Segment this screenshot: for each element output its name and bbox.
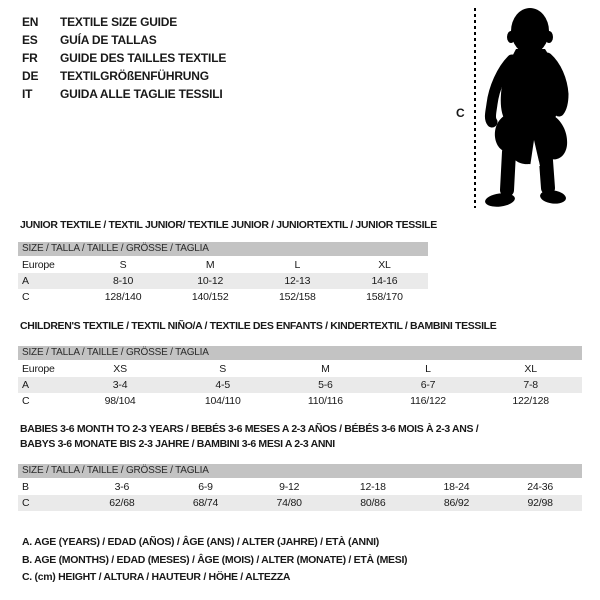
column-header: S <box>119 259 127 271</box>
cell-value: 10-12 <box>167 273 254 289</box>
row-label: A <box>18 377 69 393</box>
babies-size-table <box>18 479 582 511</box>
language-list <box>22 13 226 103</box>
junior-size-bar: SIZE / TALLA / TAILLE / GRÖSSE / TAGLIA <box>18 242 428 256</box>
cell-value: 8-10 <box>80 273 167 289</box>
language-title: TEXTILGRÖßENFÜHRUNG <box>60 69 209 83</box>
cell-value: 152/158 <box>279 291 316 303</box>
height-measure-label: C <box>456 106 465 120</box>
junior-table-title: JUNIOR TEXTILE / TEXTIL JUNIOR/ TEXTILE JUNIOR / JUNIORTEXTIL / JUNIOR TESSILE <box>20 219 437 231</box>
cell-value: 18-24 <box>443 481 470 493</box>
junior-size-table <box>18 257 428 305</box>
cell-value: 62/68 <box>80 495 164 511</box>
cell-value: 7-8 <box>479 377 582 393</box>
cell-value: 6-7 <box>377 377 480 393</box>
footnote-legend <box>22 534 407 587</box>
table-row <box>18 289 428 305</box>
cell-value: 6-9 <box>198 481 213 493</box>
language-row-es <box>22 31 226 49</box>
column-header: XS <box>113 363 127 375</box>
column-header: M <box>205 259 215 271</box>
row-label: B <box>22 481 29 493</box>
cell-value: 116/122 <box>410 395 446 407</box>
table-row <box>18 377 582 393</box>
row-label: A <box>18 273 80 289</box>
row-label: C <box>22 395 30 407</box>
language-row-de <box>22 67 226 85</box>
table-row <box>18 479 582 495</box>
cell-value: 9-12 <box>279 481 300 493</box>
cell-value: 104/110 <box>204 395 241 407</box>
cell-value: 140/152 <box>191 291 229 303</box>
language-row-fr <box>22 49 226 67</box>
cell-value: 12-18 <box>359 481 386 493</box>
language-title: GUIDA ALLE TAGLIE TESSILI <box>60 87 223 101</box>
babies-table-title <box>20 422 478 452</box>
language-code: IT <box>22 87 33 101</box>
babies-size-bar: SIZE / TALLA / TAILLE / GRÖSSE / TAGLIA <box>18 464 582 478</box>
cell-value: 12-13 <box>254 273 341 289</box>
column-header: XL <box>524 363 537 375</box>
language-code: ES <box>22 33 38 47</box>
cell-value: 24-36 <box>527 481 554 493</box>
table-row <box>18 393 582 409</box>
footnote-a: A. AGE (YEARS) / EDAD (AÑOS) / ÂGE (ANS) / ALTER (JAHRE) / ETÀ (ANNI) <box>22 536 379 548</box>
cell-value: 14-16 <box>341 273 428 289</box>
footnote-b: B. AGE (MONTHS) / EDAD (MESES) / ÂGE (MOIS) / ALTER (MONATE) / ETÀ (MESI) <box>22 553 408 566</box>
cell-value: 3-6 <box>114 481 130 493</box>
cell-value: 74/80 <box>247 495 331 511</box>
cell-value: 4-5 <box>171 377 274 393</box>
cell-value: 80/86 <box>331 495 415 511</box>
cell-value: 92/98 <box>498 495 582 511</box>
language-title: TEXTILE SIZE GUIDE <box>60 15 178 29</box>
cell-value: 158/170 <box>366 291 403 303</box>
row-header: Europe <box>22 363 55 375</box>
cell-value: 110/116 <box>307 395 343 407</box>
column-header: M <box>321 363 330 375</box>
row-label: C <box>22 291 30 303</box>
language-row-it <box>22 85 226 103</box>
cell-value: 122/128 <box>512 395 549 407</box>
column-header: L <box>294 259 301 271</box>
baby-silhouette-icon <box>483 4 595 214</box>
height-measure-dotted-line <box>474 8 476 208</box>
language-row-en <box>22 13 226 31</box>
babies-title-line2: BABYS 3-6 MONATE BIS 2-3 JAHRE / BAMBINI 3-6 MESI A 2-3 ANNI <box>20 438 335 450</box>
row-header: Europe <box>22 259 55 271</box>
table-row <box>18 495 582 511</box>
column-header: XL <box>378 259 391 271</box>
cell-value: 86/92 <box>415 495 499 511</box>
table-row <box>18 273 428 289</box>
language-code: FR <box>22 51 38 65</box>
cell-value: 128/140 <box>104 291 142 303</box>
table-header-row <box>18 361 582 377</box>
babies-title-line1: BABIES 3-6 MONTH TO 2-3 YEARS / BEBÉS 3-6 MESES A 2-3 AÑOS / BÉBÉS 3-6 MOIS À 2-3 ANS / <box>20 423 479 435</box>
column-header: L <box>425 363 431 375</box>
cell-value: 3-4 <box>69 377 172 393</box>
children-size-bar: SIZE / TALLA / TAILLE / GRÖSSE / TAGLIA <box>18 346 582 360</box>
language-title: GUIDE DES TAILLES TEXTILE <box>60 51 227 65</box>
language-title: GUÍA DE TALLAS <box>60 33 157 47</box>
column-header: S <box>219 363 227 375</box>
cell-value: 68/74 <box>164 495 248 511</box>
cell-value: 5-6 <box>274 377 377 393</box>
language-code: EN <box>22 15 39 29</box>
footnote-c: C. (cm) HEIGHT / ALTURA / HAUTEUR / HÖHE / ALTEZZA <box>22 571 291 583</box>
row-label: C <box>18 495 80 511</box>
table-header-row <box>18 257 428 273</box>
children-size-table <box>18 361 582 409</box>
language-code: DE <box>22 69 39 83</box>
cell-value: 98/104 <box>104 395 136 407</box>
children-table-title: CHILDREN'S TEXTILE / TEXTIL NIÑO/A / TEXTILE DES ENFANTS / KINDERTEXTIL / BAMBINI TESSILE <box>20 320 497 332</box>
